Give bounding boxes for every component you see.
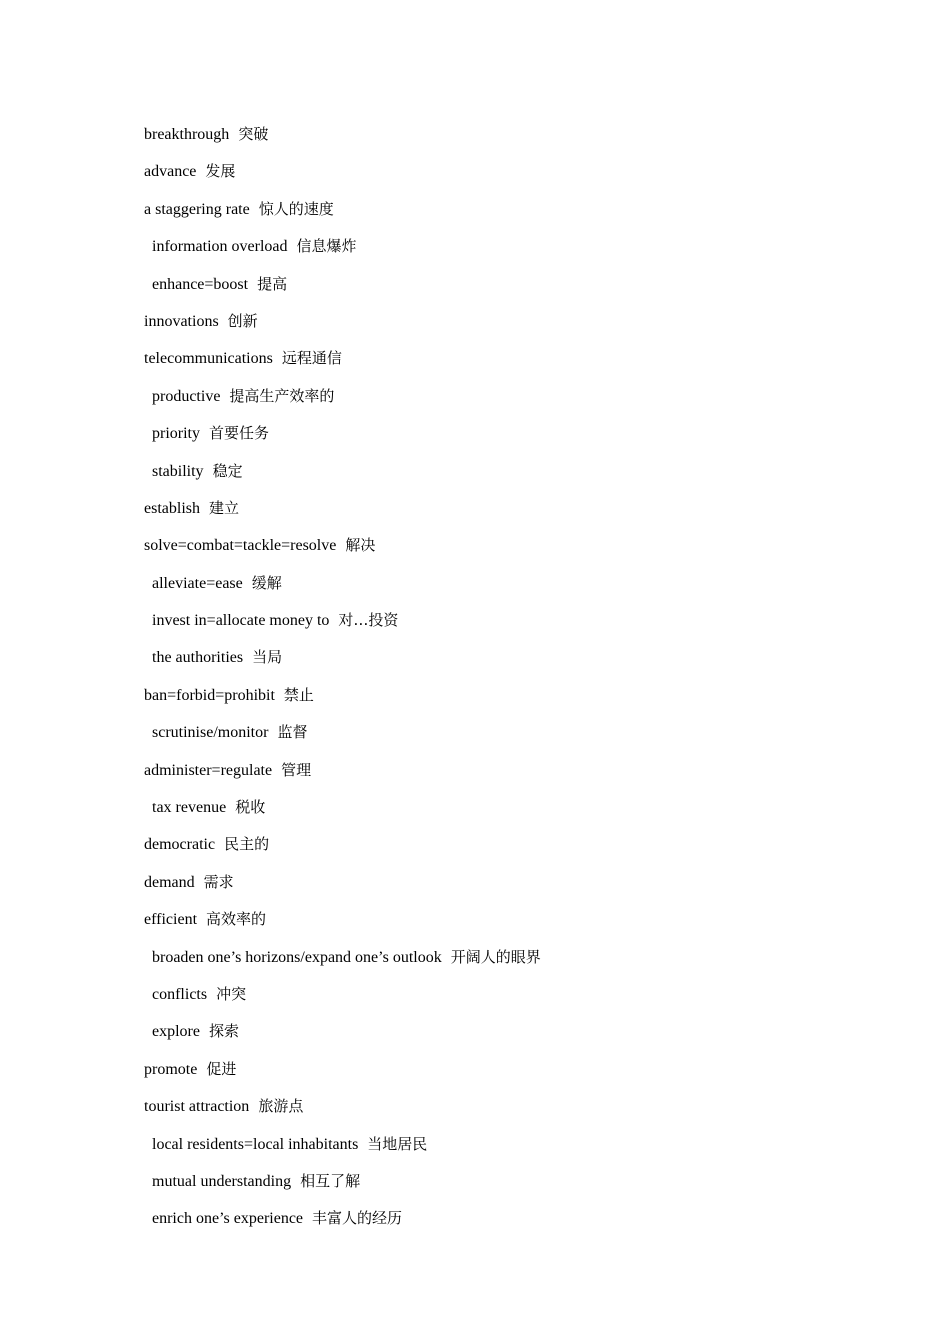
vocabulary-term: breakthrough [144,126,230,143]
vocabulary-term: innovations [144,312,219,330]
vocabulary-entry [144,1134,541,1171]
vocabulary-term: information overload [152,238,288,256]
vocabulary-translation: 税收 [235,798,266,817]
vocabulary-translation: 提高 [257,274,288,293]
vocabulary-term: establish [144,499,200,517]
vocabulary-translation: 当局 [252,648,283,667]
vocabulary-term: ban=forbid=prohibit [144,686,275,704]
vocabulary-translation: 提高生产效率的 [229,386,335,405]
vocabulary-term: mutual understanding [152,1172,292,1190]
vocabulary-translation: 信息爆炸 [296,237,357,256]
vocabulary-term: the authorities [152,649,244,667]
vocabulary-entry [144,535,541,572]
vocabulary-entry [144,124,541,161]
vocabulary-translation: 创新 [227,311,258,330]
vocabulary-entry [144,386,541,423]
vocabulary-translation: 稳定 [212,461,243,480]
vocabulary-term: conflicts [152,985,208,1003]
vocabulary-translation: 首要任务 [209,424,270,443]
vocabulary-translation: 需求 [203,872,234,891]
vocabulary-term: a staggering rate [144,200,250,218]
vocabulary-entry [144,1208,541,1245]
vocabulary-translation: 民主的 [224,835,270,854]
vocabulary-translation: 当地居民 [367,1134,428,1153]
vocabulary-entry [144,1059,541,1096]
vocabulary-entry [144,1021,541,1058]
vocabulary-term: scrutinise/monitor [152,724,269,742]
vocabulary-translation: 解决 [345,536,376,555]
vocabulary-term: demand [144,873,195,891]
vocabulary-term: solve=combat=tackle=resolve [144,537,337,555]
vocabulary-translation: 冲突 [216,984,247,1003]
vocabulary-entry [144,610,541,647]
vocabulary-term: priority [152,425,200,443]
vocabulary-entry [144,236,541,273]
vocabulary-translation: 突破 [238,125,269,143]
vocabulary-term: telecommunications [144,350,273,368]
vocabulary-entry [144,909,541,946]
vocabulary-entry [144,685,541,722]
vocabulary-entry [144,797,541,834]
vocabulary-translation: 对…投资 [338,611,399,630]
vocabulary-term: democratic [144,836,216,854]
vocabulary-entry [144,947,541,984]
vocabulary-term: productive [152,387,221,405]
vocabulary-translation: 禁止 [283,685,314,704]
vocabulary-term: tax revenue [152,799,227,817]
vocabulary-translation: 丰富人的经历 [312,1209,403,1228]
vocabulary-entry [144,573,541,610]
vocabulary-term: broaden one’s horizons/expand one’s outlook [152,948,442,966]
vocabulary-translation: 建立 [209,498,240,517]
vocabulary-term: enrich one’s experience [152,1210,304,1228]
vocabulary-entry [144,498,541,535]
vocabulary-entry [144,199,541,236]
vocabulary-term: efficient [144,911,198,929]
vocabulary-translation: 惊人的速度 [258,199,334,218]
vocabulary-entry [144,647,541,684]
vocabulary-translation: 相互了解 [300,1171,361,1190]
vocabulary-term: alleviate=ease [152,574,243,592]
vocabulary-term: advance [144,163,197,181]
vocabulary-entry [144,348,541,385]
vocabulary-term: stability [152,462,204,480]
vocabulary-translation: 探索 [208,1022,239,1041]
vocabulary-term: administer=regulate [144,761,273,779]
vocabulary-term: tourist attraction [144,1098,250,1116]
vocabulary-translation: 发展 [205,162,236,181]
vocabulary-term: enhance=boost [152,275,249,293]
vocabulary-term: promote [144,1060,198,1078]
vocabulary-entry [144,1171,541,1208]
vocabulary-term: local residents=local inhabitants [152,1135,359,1153]
vocabulary-entry [144,984,541,1021]
vocabulary-translation: 旅游点 [258,1097,304,1116]
vocabulary-translation: 高效率的 [206,910,267,929]
vocabulary-translation: 开阔人的眼界 [450,947,541,966]
vocabulary-translation: 缓解 [251,573,282,592]
vocabulary-entry [144,311,541,348]
vocabulary-translation: 监督 [277,723,308,742]
vocabulary-term: explore [152,1023,200,1041]
vocabulary-entry [144,760,541,797]
vocabulary-term: invest in=allocate money to [152,612,330,630]
vocabulary-list [144,124,541,1246]
vocabulary-translation: 促进 [206,1059,237,1078]
vocabulary-entry [144,1096,541,1133]
vocabulary-entry [144,274,541,311]
vocabulary-entry [144,722,541,759]
vocabulary-entry [144,423,541,460]
vocabulary-entry [144,834,541,871]
vocabulary-translation: 管理 [281,760,312,779]
vocabulary-entry [144,161,541,198]
vocabulary-entry [144,872,541,909]
vocabulary-entry [144,461,541,498]
vocabulary-translation: 远程通信 [281,349,342,368]
